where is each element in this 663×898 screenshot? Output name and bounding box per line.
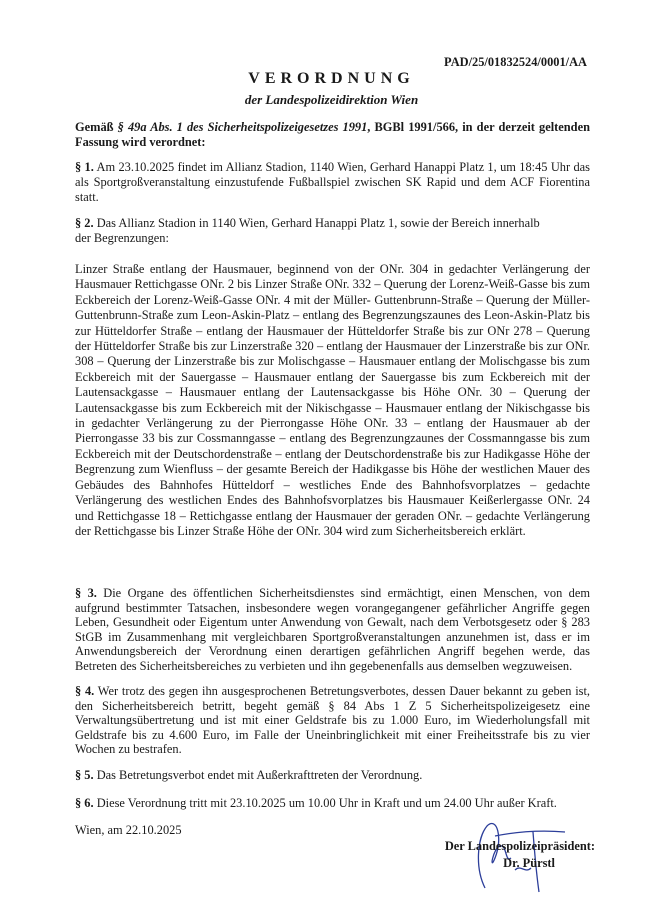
intro-prefix: Gemäß <box>75 120 118 134</box>
legal-basis-intro <box>75 120 590 150</box>
document-reference-number: PAD/25/01832524/0001/AA <box>444 55 587 69</box>
section-3 <box>75 586 590 674</box>
section-number: § 6. <box>75 796 94 810</box>
security-area-boundaries <box>75 262 590 539</box>
section-text: Diese Verordnung tritt mit 23.10.2025 um 10.00 Uhr in Kraft und um 24.00 Uhr außer Kraft. <box>93 796 557 810</box>
section-number: § 5. <box>75 768 94 782</box>
intro-suffix: , BGBl 1991/566, in der derzeit geltenden Fassung wird verordnet: <box>75 120 590 149</box>
section-1 <box>75 160 590 205</box>
intro-law-reference: § 49a Abs. 1 des Sicherheitspolizeigesetzes 1991 <box>117 120 368 134</box>
section-number: § 2. <box>75 216 94 230</box>
section-text: Am 23.10.2025 findet im Allianz Stadion, 1140 Wien, Gerhard Hanappi Platz 1, um 18:45 Uhr das als Sportgroßveranstaltung einzustufende Fußballspiel zwischen SK Rapid und dem ACF Fiorentina statt. <box>75 160 590 204</box>
signatory-name: Dr. Pürstl <box>503 856 555 870</box>
section-text: Wer trotz des gegen ihn ausgesprochenen Betretungsverbotes, dessen Dauer bekannt zu geben ist, den Sicherheitsbereich betritt, begeht gemäß § 84 Abs 1 Z 5 Sicherheitspolizeigesetz eine Verwaltungsübertretung und ist mit einer Geldstrafe bis zu 1.000 Euro, im Wiederholungsfall mit Geldstrafe bis zu 4.600 Euro, im Falle der Uneinbringlichkeit mit einer Freiheitsstrafe bis zu vier Wochen zu bestrafen. <box>75 684 591 757</box>
section-number: § 4. <box>75 684 95 698</box>
place-and-date: Wien, am 22.10.2025 <box>75 823 182 837</box>
section-6 <box>75 796 590 811</box>
signature-block <box>395 838 595 872</box>
boundary-description: Linzer Straße entlang der Hausmauer, beginnend von der ONr. 304 in gedachter Verlängerung der Hausmauer Rettichgasse ONr. 2 bis Linzer Straße ONr. 332 – Querung der Lorenz-Weiß-Gasse bis zum Eckbereich der Lorenz-Weiß-Gasse ONr. 4 mit der Müller- Guttenbrunn-Straße – Querung der Müller-Guttenbrunn-Straße zum Leon-Askin-Platz – entlang des Begrenzungszaunes des Leon-Askin-Platz bis zur Hütteldorfer Straße – entlang der Hausmauer der Hütteldorfer Straße bis zur ONr 278 – Querung der Hütteldorfer Straße bis zur Linzerstraße 320 – entlang der Hausmauer der Linzerstraße bis zur ONr. 308 – Querung der Linzerstraße bis zur Molischgasse – Hausmauer entlang der Molischgasse bis zum Eckbereich mit der Sauergasse – Hausmauer entlang der Sauergasse bis zum Eckbereich mit der Lautensackgasse – Hausmauer entlang der Lautensackgasse bis Höhe ONr. 30 – Querung der Lautensackgasse bis zum Eckbereich mit der Nikischgasse – Hausmauer entlang der Nikischgasse bis in gedachter Verlängerung zu der Pierrongasse Höhe ONr. 33 – entlang der Hausmauer ab der Pierrongasse 33 bis zur Cossmanngasse – entlang des Begrenzungzaunes der Cossmanngasse bis zum Eckbereich mit der Deutschordenstraße – entlang der Deutschordenstraße bis zur Hadikgasse Höhe der Begrenzung zum Wienfluss – der gesamte Bereich der Hadikgasse bis Höhe der westlichen Mauer des Gebäudes des Bahnhofes Hütteldorf – westliches Ende des Bahnhofsvorplatzes – gedachte Verlängerung des westlichen Endes des Bahnhofsvorplatzes bis Hausmauer Keißerlergasse ONr. 24 und Rettichgasse 18 – Rettichgasse entlang der Hausmauer der geraden ONr. – gedachte Verlängerung der Rettichgasse bis Linzer Straße Höhe der ONr. 304 wird zum Sicherheitsbereich erklärt. <box>75 262 590 538</box>
document-subtitle: der Landespolizeidirektion Wien <box>244 92 419 107</box>
section-2 <box>75 216 545 246</box>
section-text: Die Organe des öffentlichen Sicherheitsdienstes sind ermächtigt, einen Menschen, von dem aufgrund bestimmter Tatsachen, insbesondere wegen vorangegangener gefährlicher Angriffe gegen Leben, Gesundheit oder Eigentum unter Anwendung von Gewalt, nach dem Verbotsgesetz oder § 283 StGB im Zusammenhang mit vergleichbaren Sportgroßveranstaltungen anzunehmen ist, dass er im Anwendungsbereich der Verordnung einen derartigen gefährlichen Angriff begehen werde, das Betreten des Sicherheitsbereiches zu verbieten und ihn gegebenenfalls aus demselben wegzuweisen. <box>75 586 590 673</box>
section-text: Das Betretungsverbot endet mit Außerkrafttreten der Verordnung. <box>93 768 423 782</box>
signatory-role: Der Landespolizeipräsident: <box>444 839 595 853</box>
section-number: § 1. <box>75 160 94 174</box>
section-text: Das Allianz Stadion in 1140 Wien, Gerhard Hanappi Platz 1, sowie der Bereich innerhalb der Begrenzungen: <box>75 216 540 245</box>
document-title: VERORDNUNG <box>248 70 415 87</box>
section-4 <box>75 684 590 757</box>
section-5 <box>75 768 590 783</box>
section-number: § 3. <box>75 586 97 600</box>
